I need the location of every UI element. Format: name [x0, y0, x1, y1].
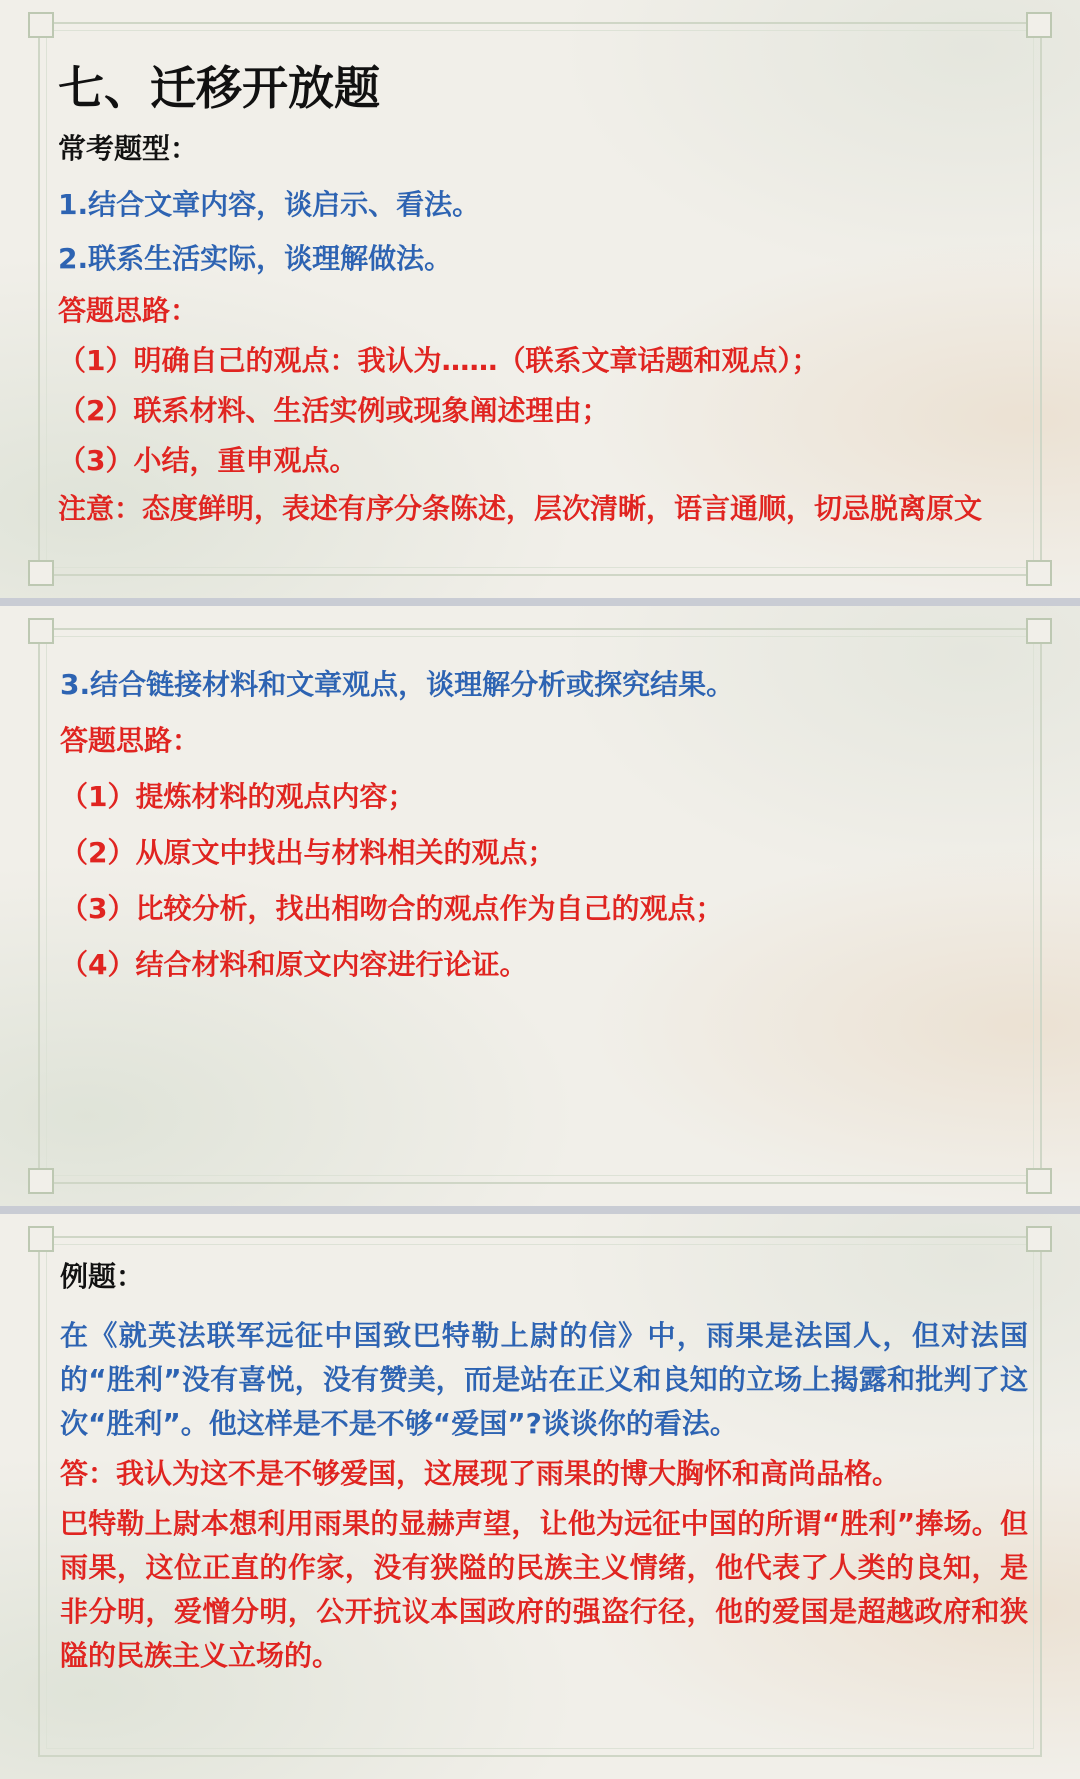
example-label: 例题：: [60, 1260, 145, 1293]
note-text: 注意：态度鲜明，表述有序分条陈述，层次清晰，语言通顺，切忌脱离原文: [58, 492, 983, 525]
corner-ornament-icon: [1026, 618, 1052, 644]
approach-label: 答题思路：: [58, 294, 199, 327]
approach-step-4: （4）结合材料和原文内容进行论证。: [60, 948, 528, 981]
corner-ornament-icon: [1026, 12, 1052, 38]
approach-step-3: （3）小结，重申观点。: [58, 444, 358, 477]
question-type-3: 3.结合链接材料和文章观点，谈理解分析或探究结果。: [60, 668, 735, 701]
approach-step-3: （3）比较分析，找出相吻合的观点作为自己的观点；: [60, 892, 724, 925]
slide-3-content: [60, 1258, 1028, 1678]
corner-ornament-icon: [28, 618, 54, 644]
example-answer: 答：我认为这不是不够爱国，这展现了雨果的博大胸怀和高尚品格。: [60, 1457, 901, 1490]
question-type-2: 2.联系生活实际，谈理解做法。: [58, 242, 453, 275]
corner-ornament-icon: [1026, 560, 1052, 586]
slide-1-content: [58, 58, 1022, 528]
question-types-label: 常考题型：: [58, 132, 199, 165]
slide-1: [0, 0, 1080, 598]
corner-ornament-icon: [28, 560, 54, 586]
slide-2: [0, 606, 1080, 1206]
approach-step-1: （1）提炼材料的观点内容；: [60, 780, 416, 813]
corner-ornament-icon: [28, 1168, 54, 1194]
approach-step-2: （2）联系材料、生活实例或现象阐述理由；: [58, 394, 610, 427]
page-title: 七、迁移开放题: [58, 61, 380, 115]
slide-3: [0, 1214, 1080, 1779]
corner-ornament-icon: [28, 12, 54, 38]
approach-step-2: （2）从原文中找出与材料相关的观点；: [60, 836, 556, 869]
approach-step-1: （1）明确自己的观点：我认为……（联系文章话题和观点）；: [58, 344, 820, 377]
corner-ornament-icon: [28, 1226, 54, 1252]
example-question: 在《就英法联军远征中国致巴特勒上尉的信》中，雨果是法国人，但对法国的“胜利”没有喜悦，没有赞美，而是站在正义和良知的立场上揭露和批判了这次“胜利”。他这样是不是不够“爱国”?谈谈你的看法。: [60, 1319, 1028, 1440]
slide-2-content: [60, 666, 1022, 984]
corner-ornament-icon: [1026, 1226, 1052, 1252]
approach-label: 答题思路：: [60, 724, 201, 757]
question-type-1: 1.结合文章内容，谈启示、看法。: [58, 188, 481, 221]
corner-ornament-icon: [1026, 1168, 1052, 1194]
example-explanation: 巴特勒上尉本想利用雨果的显赫声望，让他为远征中国的所谓“胜利”捧场。但雨果，这位正直的作家，没有狭隘的民族主义情绪，他代表了人类的良知，是非分明，爱憎分明，公开抗议本国政府的强盗行径，他的爱国是超越政府和狭隘的民族主义立场的。: [60, 1507, 1028, 1672]
